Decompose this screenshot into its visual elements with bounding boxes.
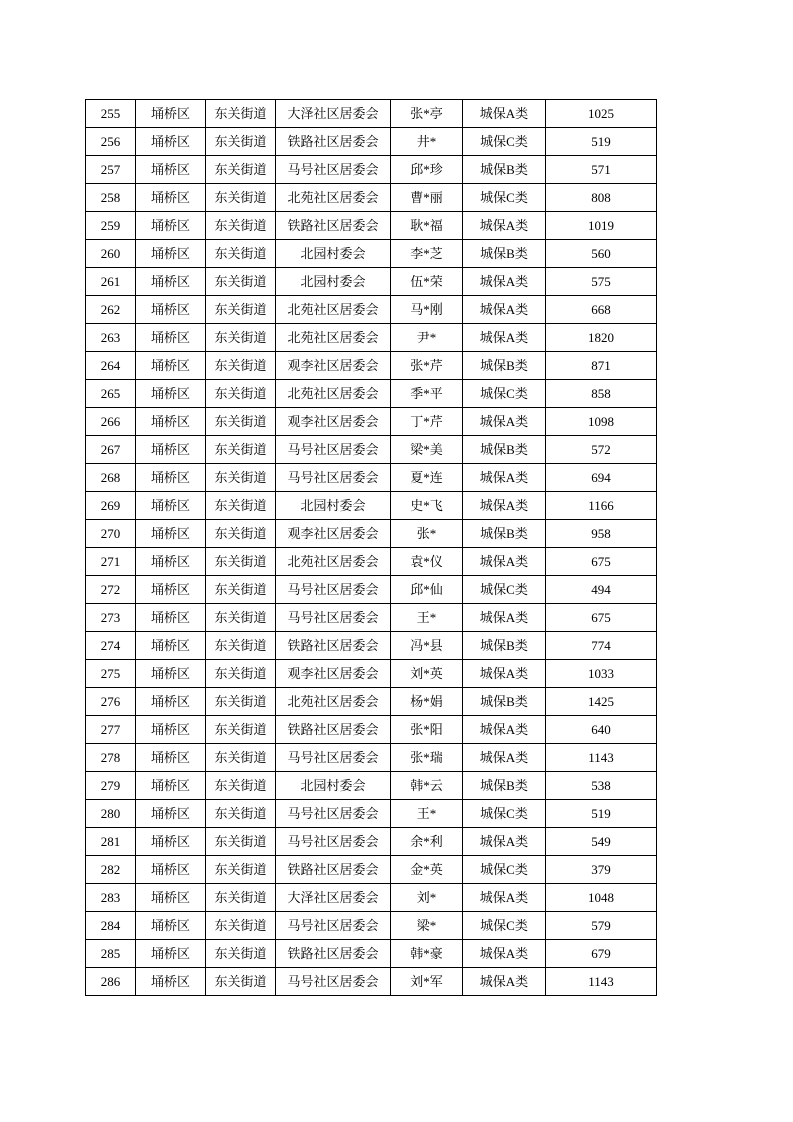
cell-street: 东关街道 (206, 324, 276, 352)
cell-category: 城保C类 (463, 380, 546, 408)
cell-amount: 379 (546, 856, 657, 884)
cell-street: 东关街道 (206, 492, 276, 520)
cell-person-name: 马*刚 (391, 296, 463, 324)
cell-community: 铁路社区居委会 (276, 856, 391, 884)
cell-amount: 1098 (546, 408, 657, 436)
cell-district: 埇桥区 (136, 156, 206, 184)
cell-person-name: 余*利 (391, 828, 463, 856)
cell-person-name: 邱*珍 (391, 156, 463, 184)
cell-category: 城保A类 (463, 604, 546, 632)
table-row (86, 576, 657, 604)
table-row (86, 184, 657, 212)
cell-community: 马号社区居委会 (276, 604, 391, 632)
cell-community: 北苑社区居委会 (276, 548, 391, 576)
cell-district: 埇桥区 (136, 268, 206, 296)
cell-community: 观李社区居委会 (276, 660, 391, 688)
cell-seq: 262 (86, 296, 136, 324)
cell-seq: 276 (86, 688, 136, 716)
cell-community: 大泽社区居委会 (276, 100, 391, 128)
cell-category: 城保A类 (463, 828, 546, 856)
cell-amount: 1143 (546, 744, 657, 772)
cell-category: 城保C类 (463, 576, 546, 604)
cell-street: 东关街道 (206, 352, 276, 380)
cell-amount: 858 (546, 380, 657, 408)
cell-amount: 958 (546, 520, 657, 548)
cell-person-name: 尹* (391, 324, 463, 352)
cell-street: 东关街道 (206, 212, 276, 240)
cell-person-name: 梁*美 (391, 436, 463, 464)
cell-seq: 270 (86, 520, 136, 548)
cell-amount: 549 (546, 828, 657, 856)
cell-street: 东关街道 (206, 268, 276, 296)
cell-district: 埇桥区 (136, 744, 206, 772)
table-row (86, 884, 657, 912)
table-row (86, 436, 657, 464)
table-row (86, 912, 657, 940)
cell-seq: 286 (86, 968, 136, 996)
cell-person-name: 邱*仙 (391, 576, 463, 604)
cell-amount: 675 (546, 604, 657, 632)
table-row (86, 856, 657, 884)
cell-street: 东关街道 (206, 604, 276, 632)
cell-person-name: 梁* (391, 912, 463, 940)
cell-person-name: 丁*芹 (391, 408, 463, 436)
cell-seq: 284 (86, 912, 136, 940)
cell-amount: 1048 (546, 884, 657, 912)
cell-community: 北苑社区居委会 (276, 380, 391, 408)
cell-category: 城保A类 (463, 660, 546, 688)
cell-seq: 259 (86, 212, 136, 240)
cell-amount: 675 (546, 548, 657, 576)
cell-category: 城保C类 (463, 128, 546, 156)
cell-community: 铁路社区居委会 (276, 716, 391, 744)
cell-amount: 1033 (546, 660, 657, 688)
cell-district: 埇桥区 (136, 660, 206, 688)
cell-community: 马号社区居委会 (276, 744, 391, 772)
cell-category: 城保B类 (463, 772, 546, 800)
cell-category: 城保B类 (463, 352, 546, 380)
cell-district: 埇桥区 (136, 464, 206, 492)
table-row (86, 968, 657, 996)
cell-community: 观李社区居委会 (276, 408, 391, 436)
cell-person-name: 张* (391, 520, 463, 548)
cell-amount: 640 (546, 716, 657, 744)
cell-amount: 575 (546, 268, 657, 296)
cell-person-name: 曹*丽 (391, 184, 463, 212)
cell-category: 城保B类 (463, 632, 546, 660)
cell-seq: 267 (86, 436, 136, 464)
cell-seq: 265 (86, 380, 136, 408)
table-row (86, 156, 657, 184)
cell-person-name: 王* (391, 800, 463, 828)
cell-street: 东关街道 (206, 520, 276, 548)
cell-district: 埇桥区 (136, 772, 206, 800)
table-row (86, 660, 657, 688)
cell-amount: 1019 (546, 212, 657, 240)
cell-person-name: 张*亭 (391, 100, 463, 128)
cell-district: 埇桥区 (136, 520, 206, 548)
cell-street: 东关街道 (206, 660, 276, 688)
cell-category: 城保A类 (463, 100, 546, 128)
cell-category: 城保B类 (463, 436, 546, 464)
cell-category: 城保A类 (463, 212, 546, 240)
cell-street: 东关街道 (206, 632, 276, 660)
cell-community: 北园村委会 (276, 492, 391, 520)
cell-amount: 1025 (546, 100, 657, 128)
cell-category: 城保B类 (463, 156, 546, 184)
table-row (86, 520, 657, 548)
cell-community: 北苑社区居委会 (276, 324, 391, 352)
table-row (86, 268, 657, 296)
cell-district: 埇桥区 (136, 912, 206, 940)
cell-category: 城保A类 (463, 408, 546, 436)
cell-community: 马号社区居委会 (276, 576, 391, 604)
cell-district: 埇桥区 (136, 492, 206, 520)
cell-amount: 494 (546, 576, 657, 604)
cell-amount: 871 (546, 352, 657, 380)
cell-seq: 282 (86, 856, 136, 884)
cell-category: 城保B类 (463, 520, 546, 548)
cell-community: 铁路社区居委会 (276, 212, 391, 240)
cell-seq: 274 (86, 632, 136, 660)
cell-amount: 572 (546, 436, 657, 464)
cell-amount: 1166 (546, 492, 657, 520)
cell-seq: 280 (86, 800, 136, 828)
cell-category: 城保A类 (463, 716, 546, 744)
table-row (86, 940, 657, 968)
table-row (86, 100, 657, 128)
cell-seq: 260 (86, 240, 136, 268)
cell-street: 东关街道 (206, 408, 276, 436)
cell-district: 埇桥区 (136, 688, 206, 716)
cell-category: 城保A类 (463, 548, 546, 576)
cell-district: 埇桥区 (136, 884, 206, 912)
cell-amount: 679 (546, 940, 657, 968)
cell-community: 观李社区居委会 (276, 520, 391, 548)
cell-street: 东关街道 (206, 912, 276, 940)
cell-person-name: 耿*福 (391, 212, 463, 240)
cell-seq: 255 (86, 100, 136, 128)
cell-person-name: 张*芹 (391, 352, 463, 380)
cell-person-name: 张*瑞 (391, 744, 463, 772)
cell-community: 马号社区居委会 (276, 156, 391, 184)
table-row (86, 352, 657, 380)
cell-street: 东关街道 (206, 744, 276, 772)
table-row (86, 800, 657, 828)
cell-street: 东关街道 (206, 296, 276, 324)
cell-seq: 256 (86, 128, 136, 156)
cell-street: 东关街道 (206, 576, 276, 604)
cell-seq: 261 (86, 268, 136, 296)
cell-community: 北苑社区居委会 (276, 296, 391, 324)
cell-person-name: 季*平 (391, 380, 463, 408)
table-row (86, 380, 657, 408)
cell-street: 东关街道 (206, 884, 276, 912)
cell-district: 埇桥区 (136, 548, 206, 576)
cell-community: 北园村委会 (276, 772, 391, 800)
cell-community: 马号社区居委会 (276, 800, 391, 828)
cell-category: 城保A类 (463, 296, 546, 324)
cell-seq: 285 (86, 940, 136, 968)
cell-street: 东关街道 (206, 856, 276, 884)
cell-seq: 272 (86, 576, 136, 604)
cell-category: 城保A类 (463, 940, 546, 968)
cell-amount: 1425 (546, 688, 657, 716)
cell-seq: 268 (86, 464, 136, 492)
table-row (86, 492, 657, 520)
cell-person-name: 王* (391, 604, 463, 632)
cell-seq: 275 (86, 660, 136, 688)
cell-category: 城保A类 (463, 968, 546, 996)
cell-category: 城保C类 (463, 184, 546, 212)
cell-seq: 277 (86, 716, 136, 744)
records-table (85, 99, 657, 996)
cell-seq: 263 (86, 324, 136, 352)
cell-person-name: 伍*荣 (391, 268, 463, 296)
cell-person-name: 张*阳 (391, 716, 463, 744)
cell-district: 埇桥区 (136, 968, 206, 996)
table-row (86, 464, 657, 492)
table-row (86, 772, 657, 800)
cell-district: 埇桥区 (136, 940, 206, 968)
cell-district: 埇桥区 (136, 296, 206, 324)
cell-amount: 579 (546, 912, 657, 940)
cell-category: 城保A类 (463, 324, 546, 352)
cell-community: 北苑社区居委会 (276, 688, 391, 716)
cell-category: 城保A类 (463, 744, 546, 772)
records-table-body (86, 100, 657, 996)
table-row (86, 744, 657, 772)
cell-category: 城保A类 (463, 884, 546, 912)
cell-street: 东关街道 (206, 464, 276, 492)
cell-amount: 694 (546, 464, 657, 492)
table-row (86, 604, 657, 632)
cell-person-name: 韩*豪 (391, 940, 463, 968)
cell-person-name: 杨*娟 (391, 688, 463, 716)
cell-person-name: 刘* (391, 884, 463, 912)
cell-district: 埇桥区 (136, 604, 206, 632)
cell-district: 埇桥区 (136, 828, 206, 856)
cell-street: 东关街道 (206, 380, 276, 408)
cell-category: 城保A类 (463, 492, 546, 520)
cell-community: 铁路社区居委会 (276, 632, 391, 660)
cell-person-name: 刘*英 (391, 660, 463, 688)
cell-category: 城保C类 (463, 856, 546, 884)
cell-amount: 560 (546, 240, 657, 268)
cell-street: 东关街道 (206, 100, 276, 128)
cell-seq: 269 (86, 492, 136, 520)
cell-community: 马号社区居委会 (276, 828, 391, 856)
table-row (86, 128, 657, 156)
cell-district: 埇桥区 (136, 324, 206, 352)
cell-seq: 273 (86, 604, 136, 632)
cell-community: 观李社区居委会 (276, 352, 391, 380)
cell-category: 城保C类 (463, 800, 546, 828)
cell-category: 城保B类 (463, 688, 546, 716)
cell-street: 东关街道 (206, 436, 276, 464)
cell-amount: 538 (546, 772, 657, 800)
cell-street: 东关街道 (206, 688, 276, 716)
cell-street: 东关街道 (206, 940, 276, 968)
cell-seq: 283 (86, 884, 136, 912)
cell-seq: 279 (86, 772, 136, 800)
table-row (86, 408, 657, 436)
cell-district: 埇桥区 (136, 632, 206, 660)
cell-community: 铁路社区居委会 (276, 128, 391, 156)
cell-district: 埇桥区 (136, 436, 206, 464)
cell-district: 埇桥区 (136, 352, 206, 380)
cell-community: 大泽社区居委会 (276, 884, 391, 912)
cell-category: 城保A类 (463, 464, 546, 492)
cell-street: 东关街道 (206, 184, 276, 212)
cell-amount: 1143 (546, 968, 657, 996)
cell-district: 埇桥区 (136, 212, 206, 240)
cell-amount: 571 (546, 156, 657, 184)
cell-district: 埇桥区 (136, 240, 206, 268)
cell-district: 埇桥区 (136, 800, 206, 828)
table-row (86, 688, 657, 716)
cell-category: 城保A类 (463, 268, 546, 296)
cell-amount: 774 (546, 632, 657, 660)
cell-category: 城保B类 (463, 240, 546, 268)
cell-community: 马号社区居委会 (276, 968, 391, 996)
cell-seq: 281 (86, 828, 136, 856)
cell-community: 马号社区居委会 (276, 912, 391, 940)
cell-community: 北园村委会 (276, 240, 391, 268)
cell-street: 东关街道 (206, 128, 276, 156)
cell-seq: 278 (86, 744, 136, 772)
table-row (86, 632, 657, 660)
cell-district: 埇桥区 (136, 576, 206, 604)
cell-category: 城保C类 (463, 912, 546, 940)
cell-district: 埇桥区 (136, 408, 206, 436)
cell-community: 北园村委会 (276, 268, 391, 296)
cell-person-name: 刘*军 (391, 968, 463, 996)
cell-street: 东关街道 (206, 800, 276, 828)
cell-district: 埇桥区 (136, 184, 206, 212)
table-row (86, 828, 657, 856)
cell-street: 东关街道 (206, 716, 276, 744)
cell-amount: 808 (546, 184, 657, 212)
cell-seq: 258 (86, 184, 136, 212)
cell-street: 东关街道 (206, 772, 276, 800)
table-row (86, 212, 657, 240)
cell-person-name: 金*英 (391, 856, 463, 884)
cell-person-name: 李*芝 (391, 240, 463, 268)
cell-person-name: 袁*仪 (391, 548, 463, 576)
cell-district: 埇桥区 (136, 856, 206, 884)
cell-amount: 1820 (546, 324, 657, 352)
cell-person-name: 夏*连 (391, 464, 463, 492)
cell-district: 埇桥区 (136, 100, 206, 128)
cell-community: 北苑社区居委会 (276, 184, 391, 212)
cell-street: 东关街道 (206, 548, 276, 576)
cell-seq: 271 (86, 548, 136, 576)
cell-district: 埇桥区 (136, 380, 206, 408)
cell-person-name: 井* (391, 128, 463, 156)
cell-seq: 264 (86, 352, 136, 380)
table-row (86, 324, 657, 352)
cell-seq: 257 (86, 156, 136, 184)
cell-street: 东关街道 (206, 240, 276, 268)
cell-seq: 266 (86, 408, 136, 436)
cell-person-name: 韩*云 (391, 772, 463, 800)
cell-amount: 519 (546, 800, 657, 828)
cell-district: 埇桥区 (136, 128, 206, 156)
table-row (86, 296, 657, 324)
cell-person-name: 史*飞 (391, 492, 463, 520)
cell-street: 东关街道 (206, 828, 276, 856)
cell-district: 埇桥区 (136, 716, 206, 744)
table-row (86, 548, 657, 576)
cell-amount: 519 (546, 128, 657, 156)
cell-community: 马号社区居委会 (276, 464, 391, 492)
cell-community: 铁路社区居委会 (276, 940, 391, 968)
cell-street: 东关街道 (206, 968, 276, 996)
cell-amount: 668 (546, 296, 657, 324)
cell-community: 马号社区居委会 (276, 436, 391, 464)
cell-street: 东关街道 (206, 156, 276, 184)
table-row (86, 716, 657, 744)
cell-person-name: 冯*县 (391, 632, 463, 660)
table-row (86, 240, 657, 268)
